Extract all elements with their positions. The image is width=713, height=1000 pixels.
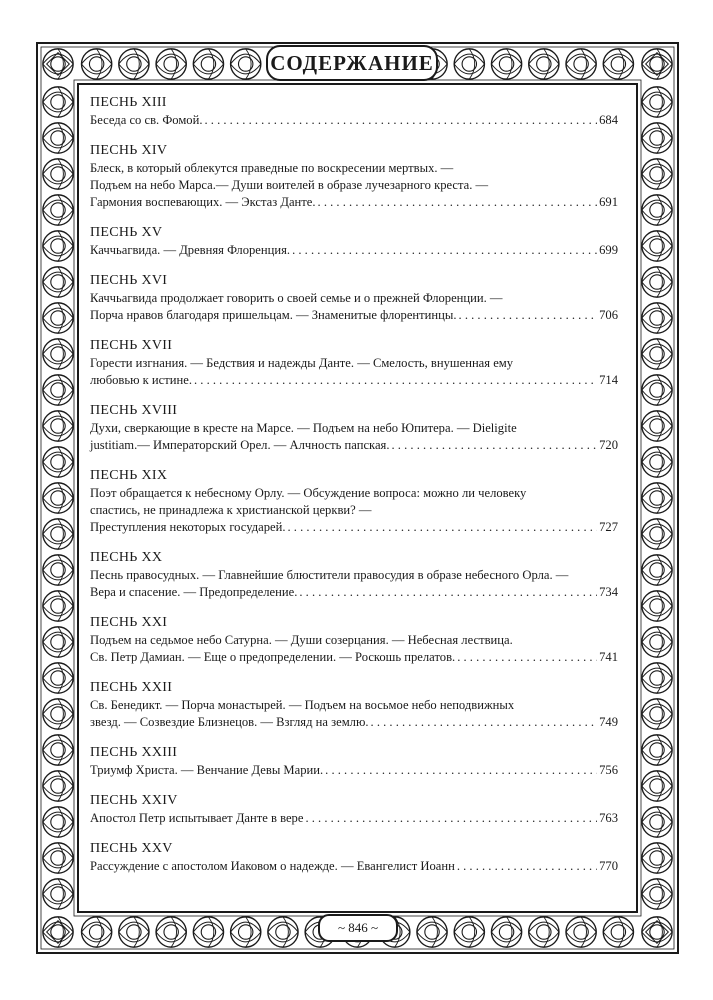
entry-last-line [90,372,618,389]
entry-page-number: 749 [599,715,618,729]
entry-line: Триумф Христа. — Венчание Девы Марии. [90,763,324,777]
entry-line: justitiam.— Императорский Орел. — Алчность папская. [90,438,390,452]
entry-last-line [90,112,618,129]
dot-leader [299,584,597,601]
canto-heading: ПЕСНЬ XXIII [90,745,178,760]
page-title-text: СОДЕРЖАНИЕ [270,50,434,75]
dot-leader [457,858,597,875]
entry-page-number: 741 [599,650,618,664]
canto-heading: ПЕСНЬ XIV [90,143,168,158]
dot-leader [325,762,597,779]
dot-leader [318,194,598,211]
entry-page-number: 770 [599,859,618,873]
entry-line: Подъем на небо Марса.— Души воителей в образе лучезарного креста. — [90,178,489,192]
entry-last-line [90,194,618,211]
entry-line: любовью к истине. [90,373,192,387]
toc-entry [90,272,618,324]
dot-leader [392,437,598,454]
entry-line: Горести изгнания. — Бедствия и надежды Данте. — Смелость, внушенная ему [90,356,514,370]
entry-last-line [90,519,618,536]
entry-last-line [90,858,618,875]
dot-leader [459,307,598,324]
entry-line: Вера и спасение. — Предопределение. [90,585,298,599]
toc-entry [90,402,618,454]
page-number-text: ~ 846 ~ [337,920,379,935]
entry-page-number: 727 [599,520,618,534]
canto-heading: ПЕСНЬ XIII [90,95,167,110]
canto-heading: ПЕСНЬ XVII [90,338,173,353]
entry-last-line [90,714,618,731]
entry-page-number: 706 [599,308,618,322]
toc-entry [90,792,618,827]
toc-entry [90,744,618,779]
entry-line: Гармония воспевающих. — Экстаз Данте. [90,195,316,209]
table-of-contents [90,94,618,888]
entry-line: Подъем на седьмое небо Сатурна. — Души созерцания. — Небесная лествица. [90,633,513,647]
toc-entry [90,337,618,389]
entry-page-number: 763 [599,811,618,825]
entry-page-number: 691 [599,195,618,209]
dot-leader [305,810,597,827]
entry-line: Блеск, в который облекутся праведные по воскресении мертвых. — [90,161,454,175]
toc-entry [90,224,618,259]
entry-last-line [90,762,618,779]
dot-leader [204,112,597,129]
dot-leader [292,242,597,259]
entry-page-number: 699 [599,243,618,257]
canto-heading: ПЕСНЬ XVIII [90,403,178,418]
toc-entry [90,467,618,536]
canto-heading: ПЕСНЬ XXV [90,841,173,856]
page-number [318,914,398,942]
entry-page-number: 734 [599,585,618,599]
entry-page-number: 684 [599,113,618,127]
entry-line: Св. Бенедикт. — Порча монастырей. — Подъем на восьмое небо неподвижных [90,698,515,712]
canto-heading: ПЕСНЬ XIX [90,468,168,483]
page-title [266,45,438,81]
entry-line: Рассуждение с апостолом Иаковом о надежде. — Евангелист Иоанн [90,859,455,873]
entry-page-number: 714 [599,373,618,387]
entry-line: Песнь правосудных. — Главнейшие блюстители правосудия в образе небесного Орла. — [90,568,569,582]
entry-line: Духи, сверкающие в кресте на Марсе. — Подъем на небо Юпитера. — Dieligite [90,421,517,435]
entry-last-line [90,810,618,827]
entry-line: Беседа со св. Фомой. [90,113,203,127]
entry-line: Поэт обращается к небесному Орлу. — Обсуждение вопроса: можно ли человеку [90,486,527,500]
canto-heading: ПЕСНЬ XXIV [90,793,178,808]
dot-leader [194,372,597,389]
toc-entry [90,840,618,875]
toc-entry [90,614,618,666]
entry-last-line [90,242,618,259]
entry-page-number: 720 [599,438,618,452]
toc-entry [90,142,618,211]
dot-leader [288,519,598,536]
entry-line: Св. Петр Дамиан. — Еще о предопределении. — Роскошь прелатов. [90,650,456,664]
entry-last-line [90,649,618,666]
entry-page-number: 756 [599,763,618,777]
canto-heading: ПЕСНЬ XXI [90,615,168,630]
entry-last-line [90,307,618,324]
dot-leader [371,714,598,731]
canto-heading: ПЕСНЬ XXII [90,680,173,695]
entry-last-line [90,584,618,601]
entry-line: Апостол Петр испытывает Данте в вере [90,811,304,825]
entry-line: Преступления некоторых государей. [90,520,286,534]
entry-line: Каччьагвида. — Древняя Флоренция. [90,243,291,257]
entry-line: звезд. — Созвездие Близнецов. — Взгляд на землю. [90,715,369,729]
entry-line: Порча нравов благодаря пришельцам. — Знаменитые флорентинцы. [90,308,457,322]
entry-last-line [90,437,618,454]
entry-line: Каччьагвида продолжает говорить о своей семье и о прежней Флоренции. — [90,291,503,305]
toc-entry [90,94,618,129]
canto-heading: ПЕСНЬ XX [90,550,163,565]
toc-entry [90,679,618,731]
dot-leader [457,649,597,666]
canto-heading: ПЕСНЬ XVI [90,273,168,288]
entry-line: спастись, не принадлежа к христианской церкви? — [90,503,372,517]
canto-heading: ПЕСНЬ XV [90,225,163,240]
toc-entry [90,549,618,601]
